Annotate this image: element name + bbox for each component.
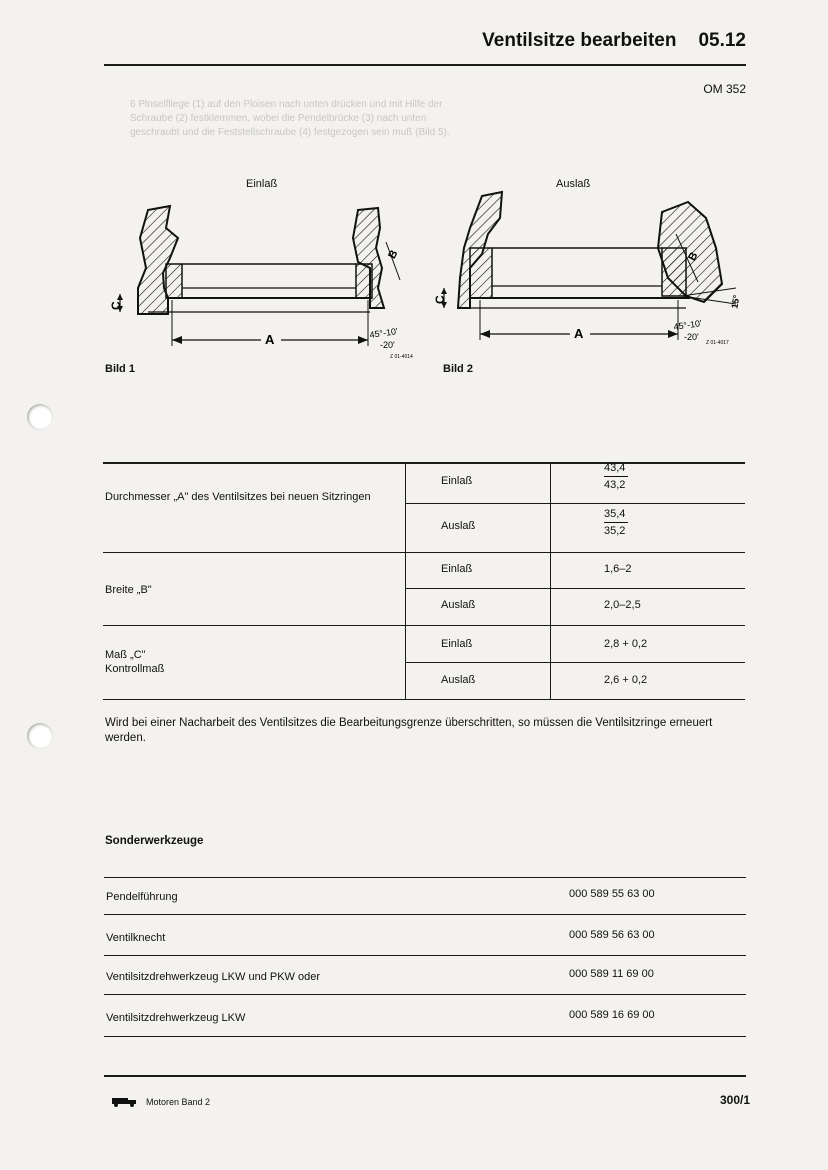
outlet-lower: 35,2: [604, 525, 626, 537]
table-divider-1: [405, 462, 406, 700]
figure1-angle-2: -20': [380, 340, 395, 350]
figure2-caption: Bild 2: [443, 363, 473, 375]
tool-name: Pendelführung: [106, 891, 178, 903]
row-rule: [103, 625, 745, 626]
row-diameter-label: [105, 490, 395, 504]
figure2-angle-15: 15°: [729, 294, 742, 310]
row-diameter-inlet-value: [604, 462, 628, 491]
table-divider-2: [550, 462, 551, 700]
truck-icon: [112, 1097, 138, 1107]
figure2-code: Z 01-4017: [706, 340, 729, 346]
row-diameter-outlet-value: [604, 508, 628, 537]
footer-left: [112, 1097, 210, 1107]
replacement-note: Wird bei einer Nacharbeit des Ventilsitzes die Bearbeitungsgrenze überschritten, so müssen die Ventilsitzringe erneuert werden.: [105, 717, 713, 744]
row-width-label: Breite „B": [105, 584, 152, 596]
tool-number: 000 589 56 63 00: [569, 929, 655, 941]
punch-hole-bottom: [27, 723, 53, 749]
tool-name: Ventilsitzdrehwerkzeug LKW: [106, 1012, 246, 1024]
figure1-inlet-seat-diagram: [108, 198, 428, 358]
page-title: [482, 30, 746, 52]
figure2-outlet-label: Auslaß: [556, 178, 591, 190]
row-rule: [405, 662, 745, 663]
figure2-dim-c: C: [433, 295, 447, 304]
tool-number: 000 589 11 69 00: [569, 968, 654, 980]
row-measure-text: Maß „C" Kontrollmaß: [105, 649, 165, 675]
outlet-upper: 35,4: [604, 508, 626, 520]
punch-hole-top: [27, 404, 53, 430]
tools-rule: [104, 1036, 746, 1037]
row-measure-outlet: Auslaß: [441, 674, 476, 686]
figure1-inlet-label: Einlaß: [246, 178, 278, 190]
tools-heading: Sonderwerkzeuge: [105, 835, 204, 847]
row-diameter-inlet: Einlaß: [441, 475, 473, 487]
figure1-angle: 45°-10': [368, 326, 399, 340]
bleed-through-text: 6 Plnselfliege (1) auf den Ploisen nach unten drücken und mit Hilfe der Schraube (2) festklemmen, wobei die Pendelbrücke (3) nach unten geschraubt und die Feststellschraube (4) festgezogen sein muß (Bild 5).: [130, 99, 450, 138]
figure1-caption: Bild 1: [105, 363, 135, 375]
engine-model: OM 352: [703, 82, 746, 96]
figure2-dim-a: A: [574, 326, 584, 341]
row-rule: [103, 552, 745, 553]
row-width-outlet-value: 2,0–2,5: [604, 599, 641, 611]
tool-name: Ventilknecht: [106, 932, 166, 944]
fraction-bar: [604, 476, 628, 477]
tools-rule: [104, 994, 746, 995]
footer-rule: [104, 1075, 746, 1077]
row-rule: [405, 503, 745, 504]
row-measure-inlet: Einlaß: [441, 638, 473, 650]
tools-rule: [104, 914, 746, 915]
figure1-code: Z 01-4014: [390, 354, 413, 358]
row-measure-inlet-value: 2,8 + 0,2: [604, 638, 648, 650]
page-number: 300/1: [719, 1093, 750, 1107]
tools-rule: [104, 877, 746, 878]
row-width-outlet: Auslaß: [441, 599, 476, 611]
tool-number: 000 589 16 69 00: [569, 1009, 655, 1021]
row-measure-label: [105, 648, 195, 676]
row-width-inlet-value: 1,6–2: [604, 563, 632, 575]
header-rule: [104, 64, 746, 66]
table-top-rule: [103, 462, 745, 464]
figure1-dim-c: C: [109, 301, 123, 310]
inlet-upper: 43,4: [604, 462, 626, 474]
section-number: 05.12: [698, 30, 746, 51]
row-rule: [405, 588, 745, 589]
tools-rule: [104, 955, 746, 956]
figure2-angle: 45°-10': [672, 318, 703, 332]
fraction-bar: [604, 522, 628, 523]
figure2-dim-b: B: [686, 250, 701, 263]
figure1-dim-a: A: [265, 332, 275, 347]
figure2-outlet-seat-diagram: [430, 188, 750, 348]
table-bottom-rule: [103, 699, 745, 700]
inlet-lower: 43,2: [604, 479, 626, 491]
page-title-text: Ventilsitze bearbeiten: [482, 30, 677, 51]
tool-number: 000 589 55 63 00: [569, 888, 655, 900]
footer-book-title: Motoren Band 2: [146, 1097, 211, 1107]
figure2-angle-2: -20': [684, 332, 699, 342]
figure1-dim-b: B: [386, 248, 401, 261]
row-diameter-text: Durchmesser „A" des Ventilsitzes bei neuen Sitzringen: [105, 491, 371, 503]
row-diameter-outlet: Auslaß: [441, 520, 476, 532]
tool-name: Ventilsitzdrehwerkzeug LKW und PKW oder: [106, 971, 320, 983]
row-width-inlet: Einlaß: [441, 563, 473, 575]
row-measure-outlet-value: 2,6 + 0,2: [604, 674, 648, 686]
